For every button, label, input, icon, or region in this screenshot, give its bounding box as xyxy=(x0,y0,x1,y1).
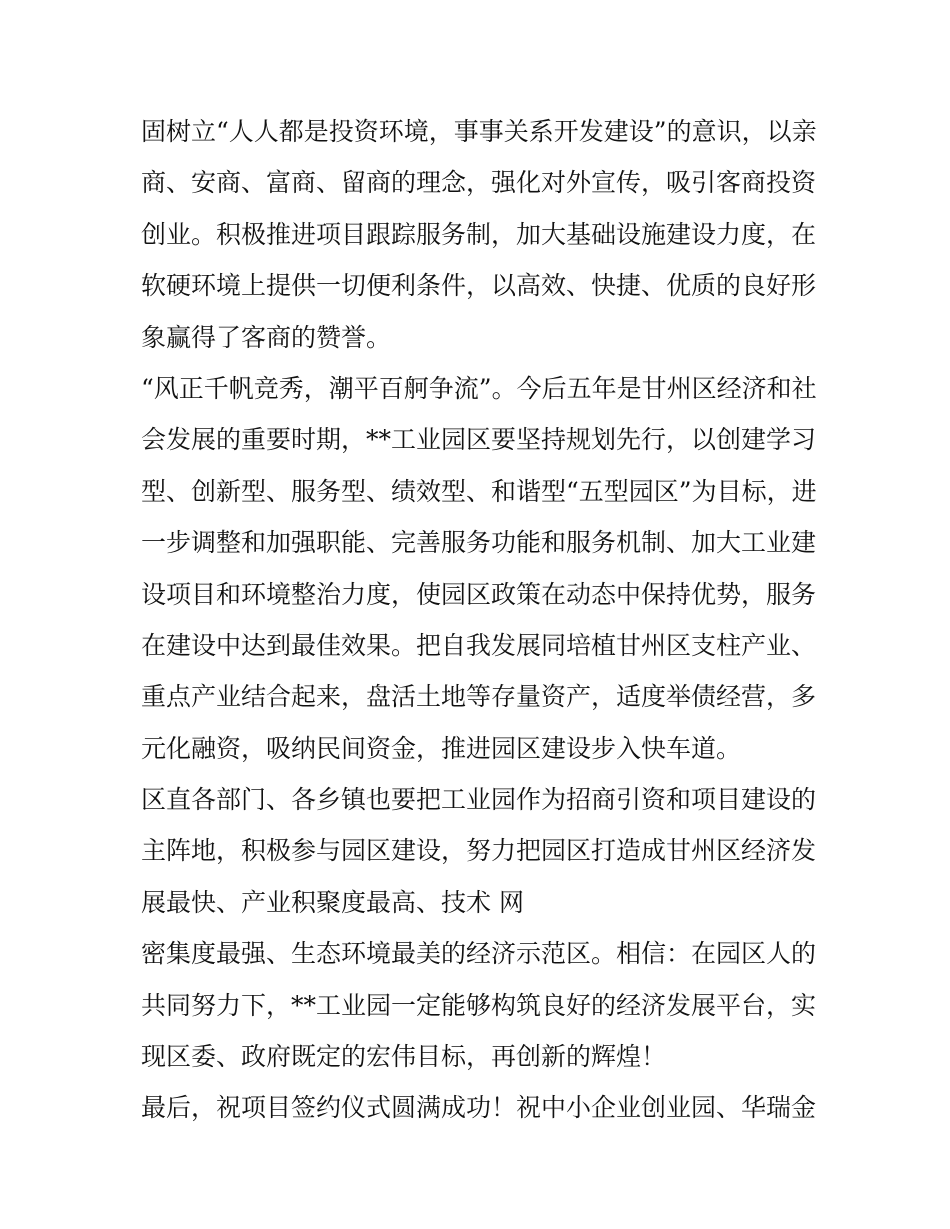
text-line: “风正千帆竞秀，潮平百舸争流”。今后五年是甘州区经济和社 xyxy=(141,373,817,403)
text-line: 创业。积极推进项目跟踪服务制，加大基础设施建设力度，在 xyxy=(141,219,817,249)
text-line: 区直各部门、各乡镇也要把工业园作为招商引资和项目建设的 xyxy=(141,785,817,815)
document-body xyxy=(141,106,821,1134)
text-line: 会发展的重要时期，**工业园区要坚持规划先行，以创建学习 xyxy=(141,425,817,455)
text-line: 象赢得了客商的赞誉。 xyxy=(141,322,392,352)
text-line: 商、安商、富商、留商的理念，强化对外宣传，吸引客商投资 xyxy=(141,168,817,198)
text-line: 一步调整和加强职能、完善服务功能和服务机制、加大工业建 xyxy=(141,528,817,558)
text-line: 固树立“人人都是投资环境，事事关系开发建设”的意识，以亲 xyxy=(141,117,817,146)
text-line: 在建设中达到最佳效果。把自我发展同培植甘州区支柱产业、 xyxy=(141,630,817,660)
text-line: 密集度最强、生态环境最美的经济示范区。相信：在园区人的 xyxy=(141,939,817,969)
text-line: 型、创新型、服务型、绩效型、和谐型“五型园区”为目标，进 xyxy=(141,476,817,506)
text-line: 软硬环境上提供一切便利条件，以高效、快捷、优质的良好形 xyxy=(141,271,817,301)
text-line: 主阵地，积极参与园区建设，努力把园区打造成甘州区经济发 xyxy=(141,836,817,866)
text-line: 重点产业结合起来，盘活土地等存量资产，适度举债经营，多 xyxy=(141,682,817,712)
text-line: 元化融资，吸纳民间资金，推进园区建设步入快车道。 xyxy=(141,733,742,763)
text-line: 共同努力下，**工业园一定能够构筑良好的经济发展平台，实 xyxy=(141,990,817,1020)
text-line: 设项目和环境整治力度，使园区政策在动态中保持优势，服务 xyxy=(141,579,817,609)
text-line: 展最快、产业积聚度最高、技术 网 xyxy=(141,887,524,917)
text-line: 现区委、政府既定的宏伟目标，再创新的辉煌！ xyxy=(141,1042,667,1072)
text-line: 最后，祝项目签约仪式圆满成功！祝中小企业创业园、华瑞金 xyxy=(141,1093,817,1123)
